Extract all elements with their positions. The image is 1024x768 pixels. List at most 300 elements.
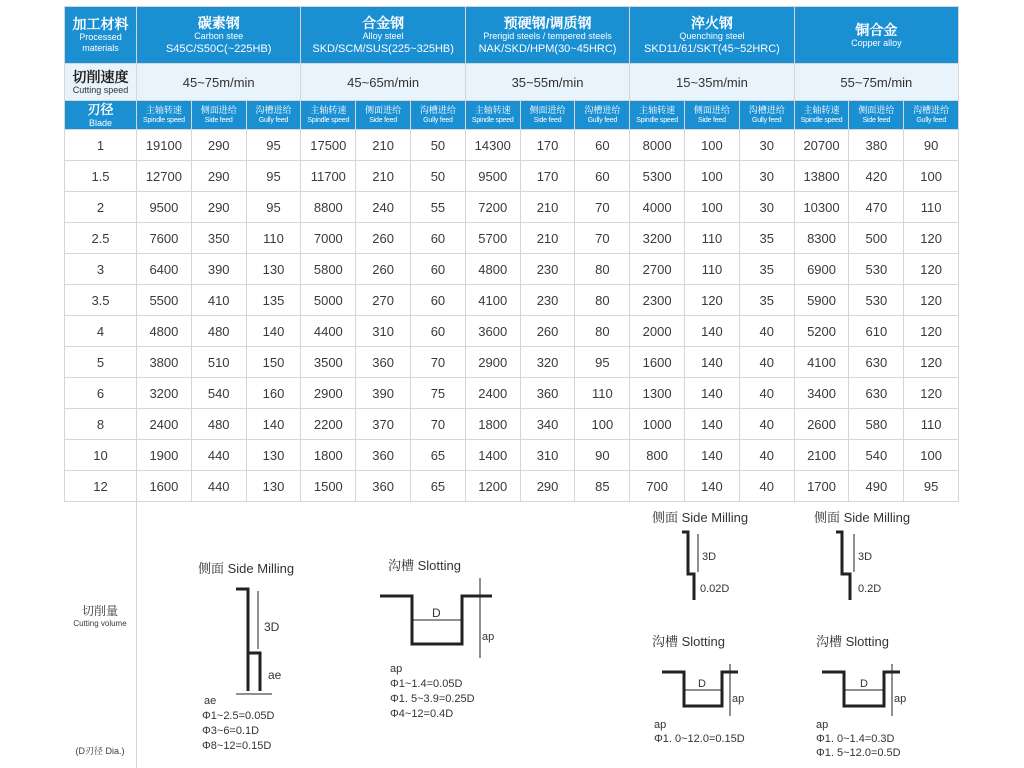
table-cell: 140 <box>685 440 740 471</box>
subheader-cn: 侧面进给 <box>529 105 566 115</box>
material-range: SKD11/61/SKT(45~52HRC) <box>644 42 780 55</box>
subheader-en: Gully feed <box>258 117 289 124</box>
diameter-note: (D刃径 Dia.) <box>75 746 125 756</box>
blade-header <box>65 101 137 130</box>
table-cell: 10300 <box>794 192 849 223</box>
formula-line: Φ1. 0~12.0=0.15D <box>654 733 745 745</box>
parameter-subheader <box>685 101 740 130</box>
parameter-subheader <box>739 101 794 130</box>
table-cell: 120 <box>904 223 959 254</box>
table-row <box>65 192 959 223</box>
table-cell: 530 <box>849 285 904 316</box>
table-row <box>65 409 959 440</box>
subheader-en: Gully feed <box>751 117 782 124</box>
formula-line: Φ4~12=0.4D <box>390 708 454 720</box>
table-cell: 420 <box>849 161 904 192</box>
table-cell: 100 <box>575 409 630 440</box>
table-cell: 290 <box>191 130 246 161</box>
formula-line: Φ1. 0~1.4=0.3D <box>816 733 895 745</box>
table-cell: 260 <box>356 254 411 285</box>
table-cell: 4000 <box>630 192 685 223</box>
table-cell: 120 <box>904 347 959 378</box>
width-label: D <box>432 606 441 620</box>
table-cell: 40 <box>739 440 794 471</box>
table-cell: 110 <box>904 192 959 223</box>
subheader-cn: 主轴转速 <box>310 105 347 115</box>
material-cn: 淬火钢 <box>690 14 733 31</box>
table-cell: 35 <box>739 223 794 254</box>
table-cell: 1800 <box>465 409 520 440</box>
table-cell: 100 <box>904 161 959 192</box>
table-cell: 140 <box>685 471 740 502</box>
table-cell: 540 <box>191 378 246 409</box>
table-cell: 1800 <box>301 440 356 471</box>
table-cell: 140 <box>685 316 740 347</box>
table-cell: 100 <box>685 192 740 223</box>
cutting-speed-en: Cutting speed <box>72 84 129 95</box>
side-value-label: 0.2D <box>858 583 882 595</box>
table-cell: 60 <box>411 254 466 285</box>
cutting-speed-value: 45~65m/min <box>301 64 465 101</box>
parameter-subheader <box>904 101 959 130</box>
side-milling-diagram <box>188 551 338 756</box>
table-cell: 6900 <box>794 254 849 285</box>
blade-diameter-cell: 2.5 <box>65 223 137 254</box>
ae-mark-label: ae <box>268 668 282 682</box>
width-label: D <box>698 678 706 690</box>
table-cell: 50 <box>411 130 466 161</box>
table-cell: 70 <box>411 347 466 378</box>
table-cell: 340 <box>520 409 575 440</box>
table-cell: 30 <box>739 161 794 192</box>
table-cell: 290 <box>191 192 246 223</box>
parameter-subheader <box>137 101 192 130</box>
table-cell: 2300 <box>630 285 685 316</box>
table-cell: 3200 <box>630 223 685 254</box>
table-cell: 470 <box>849 192 904 223</box>
diagram-title: 侧面 Side Milling <box>652 510 749 525</box>
table-cell: 360 <box>520 378 575 409</box>
table-cell: 350 <box>191 223 246 254</box>
table-cell: 800 <box>630 440 685 471</box>
cutting-parameter-sheet <box>64 6 958 768</box>
workpiece-profile <box>836 532 850 600</box>
subheader-cn: 侧面进给 <box>693 105 730 115</box>
side-value-label: 0.02D <box>700 583 730 595</box>
table-cell: 3600 <box>465 316 520 347</box>
table-cell: 1700 <box>794 471 849 502</box>
table-cell: 80 <box>575 285 630 316</box>
table-cell: 290 <box>520 471 575 502</box>
material-en: Copper alloy <box>851 37 902 48</box>
table-cell: 510 <box>191 347 246 378</box>
table-cell: 210 <box>356 130 411 161</box>
ap-label: ap <box>654 719 667 731</box>
subheader-cn: 主轴转速 <box>639 105 676 115</box>
table-cell: 20700 <box>794 130 849 161</box>
table-cell: 230 <box>520 254 575 285</box>
table-cell: 170 <box>520 130 575 161</box>
table-cell: 370 <box>356 409 411 440</box>
table-cell: 6400 <box>137 254 192 285</box>
table-cell: 110 <box>685 223 740 254</box>
table-row <box>65 254 959 285</box>
table-cell: 170 <box>520 161 575 192</box>
slotting-diagram <box>378 548 548 723</box>
table-cell: 360 <box>356 471 411 502</box>
blade-diameter-cell: 8 <box>65 409 137 440</box>
parameter-subheader <box>191 101 246 130</box>
subheader-en: Spindle speed <box>800 117 843 124</box>
table-cell: 100 <box>685 161 740 192</box>
table-cell: 610 <box>849 316 904 347</box>
subheader-en: Spindle speed <box>143 117 185 124</box>
table-cell: 320 <box>520 347 575 378</box>
table-cell: 8000 <box>630 130 685 161</box>
subheader-en: Spindle speed <box>636 117 679 124</box>
table-cell: 95 <box>904 471 959 502</box>
table-cell: 4100 <box>794 347 849 378</box>
blade-diameter-cell: 12 <box>65 471 137 502</box>
table-cell: 4800 <box>465 254 520 285</box>
parameter-subheader <box>246 101 301 130</box>
table-cell: 40 <box>739 471 794 502</box>
blade-en: Blade <box>88 117 113 128</box>
table-cell: 700 <box>630 471 685 502</box>
table-cell: 60 <box>575 161 630 192</box>
table-cell: 1600 <box>137 471 192 502</box>
table-row <box>65 378 959 409</box>
material-en: Carbon stee <box>194 30 244 41</box>
material-cn: 合金钢 <box>362 14 405 31</box>
table-cell: 120 <box>904 378 959 409</box>
table-cell: 19100 <box>137 130 192 161</box>
subheader-cn: 主轴转速 <box>474 105 511 115</box>
blade-diameter-cell: 4 <box>65 316 137 347</box>
parameter-subheader <box>630 101 685 130</box>
material-header-quenching <box>630 7 794 64</box>
diagram-title: 沟槽 Slotting <box>388 558 461 573</box>
cutting-speed-cn: 切削速度 <box>72 68 129 85</box>
table-cell: 130 <box>246 440 301 471</box>
table-cell: 500 <box>849 223 904 254</box>
table-cell: 40 <box>739 378 794 409</box>
formula-line: Φ1. 5~3.9=0.25D <box>390 693 475 705</box>
table-cell: 80 <box>575 316 630 347</box>
table-cell: 4100 <box>465 285 520 316</box>
material-cn: 铜合金 <box>855 21 898 38</box>
table-cell: 70 <box>411 409 466 440</box>
table-cell: 310 <box>356 316 411 347</box>
diagram-title: 侧面 Side Milling <box>198 561 295 576</box>
table-row <box>65 130 959 161</box>
blade-diameter-cell: 2 <box>65 192 137 223</box>
subheader-cn: 主轴转速 <box>145 105 182 115</box>
table-cell: 630 <box>849 347 904 378</box>
material-header-alloy <box>301 7 465 64</box>
table-cell: 240 <box>356 192 411 223</box>
material-en: Prerigid steels / tempered steels <box>483 30 612 41</box>
blade-diameter-cell: 3 <box>65 254 137 285</box>
subheader-en: Side feed <box>862 117 891 124</box>
table-cell: 11700 <box>301 161 356 192</box>
table-cell: 5700 <box>465 223 520 254</box>
cutting-speed-value: 45~75m/min <box>137 64 301 101</box>
table-cell: 380 <box>849 130 904 161</box>
ap-label: ap <box>390 663 403 675</box>
table-cell: 110 <box>685 254 740 285</box>
blade-diameter-cell: 10 <box>65 440 137 471</box>
cutting-speed-row <box>65 64 959 101</box>
table-row <box>65 316 959 347</box>
table-cell: 85 <box>575 471 630 502</box>
table-cell: 65 <box>411 440 466 471</box>
table-cell: 1300 <box>630 378 685 409</box>
table-cell: 110 <box>904 409 959 440</box>
table-cell: 5800 <box>301 254 356 285</box>
table-cell: 360 <box>356 440 411 471</box>
table-cell: 135 <box>246 285 301 316</box>
table-cell: 3800 <box>137 347 192 378</box>
processed-materials-header <box>65 7 137 64</box>
table-cell: 260 <box>356 223 411 254</box>
material-range: NAK/SKD/HPM(30~45HRC) <box>478 42 617 55</box>
table-cell: 75 <box>411 378 466 409</box>
processed-materials-en: Processed materials <box>79 32 122 53</box>
table-cell: 140 <box>685 347 740 378</box>
table-cell: 1600 <box>630 347 685 378</box>
table-cell: 7200 <box>465 192 520 223</box>
workpiece-profile <box>682 532 694 600</box>
table-cell: 55 <box>411 192 466 223</box>
table-cell: 130 <box>246 254 301 285</box>
subheader-en: Side feed <box>369 117 397 124</box>
subheader-cn: 主轴转速 <box>803 105 840 115</box>
table-cell: 80 <box>575 254 630 285</box>
parameter-subheader <box>301 101 356 130</box>
ap-label: ap <box>816 719 829 731</box>
subheader-en: Side feed <box>204 117 233 124</box>
table-cell: 50 <box>411 161 466 192</box>
subheader-en: Spindle speed <box>471 117 514 124</box>
table-cell: 100 <box>904 440 959 471</box>
table-cell: 140 <box>246 409 301 440</box>
subheader-cn: 沟槽进给 <box>255 105 292 115</box>
material-header-carbon <box>137 7 301 64</box>
table-cell: 140 <box>685 409 740 440</box>
table-cell: 360 <box>356 347 411 378</box>
table-cell: 120 <box>904 285 959 316</box>
table-cell: 440 <box>191 440 246 471</box>
depth-label: 3D <box>702 551 717 563</box>
table-cell: 35 <box>739 254 794 285</box>
table-cell: 530 <box>849 254 904 285</box>
table-cell: 2200 <box>301 409 356 440</box>
table-cell: 120 <box>904 254 959 285</box>
subheader-en: Gully feed <box>423 117 453 124</box>
table-cell: 120 <box>904 316 959 347</box>
subheader-cn: 侧面进给 <box>858 105 895 115</box>
table-cell: 40 <box>739 409 794 440</box>
table-cell: 7000 <box>301 223 356 254</box>
table-cell: 5900 <box>794 285 849 316</box>
table-cell: 60 <box>411 316 466 347</box>
table-cell: 4400 <box>301 316 356 347</box>
subheader-en: Gully feed <box>587 117 618 124</box>
parameter-subheader <box>356 101 411 130</box>
formula-line: Φ1. 5~12.0=0.5D <box>816 747 901 759</box>
table-cell: 2100 <box>794 440 849 471</box>
material-header-copper <box>794 7 958 64</box>
table-cell: 1400 <box>465 440 520 471</box>
slotting-diagram <box>812 624 962 764</box>
parameter-subheader <box>794 101 849 130</box>
material-header-prerigid <box>465 7 629 64</box>
table-cell: 70 <box>575 192 630 223</box>
subheader-cn: 沟槽进给 <box>584 105 621 115</box>
table-cell: 630 <box>849 378 904 409</box>
table-cell: 210 <box>520 223 575 254</box>
cutting-volume-en: Cutting volume <box>73 619 127 628</box>
subheader-en: Spindle speed <box>307 117 350 124</box>
subheader-cn: 沟槽进给 <box>913 105 950 115</box>
parameter-subheader-row <box>65 101 959 130</box>
table-cell: 30 <box>739 192 794 223</box>
diagram-title: 侧面 Side Milling <box>814 510 911 525</box>
formula-line: Φ3~6=0.1D <box>202 725 260 737</box>
table-cell: 130 <box>246 471 301 502</box>
blade-diameter-cell: 1.5 <box>65 161 137 192</box>
table-cell: 5000 <box>301 285 356 316</box>
cutting-speed-value: 55~75m/min <box>794 64 958 101</box>
table-cell: 8300 <box>794 223 849 254</box>
table-cell: 490 <box>849 471 904 502</box>
table-cell: 1500 <box>301 471 356 502</box>
parameter-table-body <box>65 130 959 502</box>
cutting-parameter-table <box>64 6 959 502</box>
blade-diameter-cell: 1 <box>65 130 137 161</box>
material-cn: 碳素钢 <box>197 14 240 31</box>
blade-diameter-cell: 3.5 <box>65 285 137 316</box>
table-cell: 14300 <box>465 130 520 161</box>
table-cell: 2000 <box>630 316 685 347</box>
formula-line: Φ1~1.4=0.05D <box>390 678 463 690</box>
subheader-en: Side feed <box>533 117 562 124</box>
formula-line: Φ1~2.5=0.05D <box>202 710 275 722</box>
cutting-volume-section <box>64 492 137 768</box>
table-cell: 12700 <box>137 161 192 192</box>
parameter-subheader <box>411 101 466 130</box>
table-cell: 230 <box>520 285 575 316</box>
table-cell: 390 <box>191 254 246 285</box>
table-cell: 9500 <box>137 192 192 223</box>
subheader-en: Gully feed <box>916 117 946 124</box>
table-cell: 440 <box>191 471 246 502</box>
parameter-subheader <box>849 101 904 130</box>
table-cell: 390 <box>356 378 411 409</box>
table-cell: 4800 <box>137 316 192 347</box>
cutting-volume-cn: 切削量 <box>81 604 118 618</box>
table-cell: 7600 <box>137 223 192 254</box>
table-cell: 480 <box>191 316 246 347</box>
table-cell: 160 <box>246 378 301 409</box>
table-cell: 90 <box>904 130 959 161</box>
table-cell: 270 <box>356 285 411 316</box>
table-cell: 5200 <box>794 316 849 347</box>
material-range: SKD/SCM/SUS(225~325HB) <box>312 42 454 55</box>
depth-label: 3D <box>858 551 873 563</box>
material-range: S45C/S50C(~225HB) <box>165 42 272 55</box>
table-cell: 95 <box>246 192 301 223</box>
table-cell: 3500 <box>301 347 356 378</box>
table-cell: 480 <box>191 409 246 440</box>
table-cell: 1900 <box>137 440 192 471</box>
table-cell: 95 <box>246 130 301 161</box>
table-cell: 120 <box>685 285 740 316</box>
ap-mark-label: ap <box>482 631 495 643</box>
cutting-speed-value: 15~35m/min <box>630 64 794 101</box>
table-row <box>65 223 959 254</box>
diagram-title: 沟槽 Slotting <box>652 634 725 649</box>
material-en: Quenching steel <box>679 30 745 41</box>
cutting-speed-header <box>65 64 137 101</box>
table-cell: 2900 <box>301 378 356 409</box>
side-milling-diagram <box>648 502 798 612</box>
ap-mark-label: ap <box>732 693 745 705</box>
table-cell: 95 <box>575 347 630 378</box>
table-cell: 110 <box>246 223 301 254</box>
processed-materials-cn: 加工材料 <box>72 16 129 32</box>
subheader-cn: 侧面进给 <box>365 105 402 115</box>
table-cell: 310 <box>520 440 575 471</box>
table-cell: 410 <box>191 285 246 316</box>
table-cell: 40 <box>739 347 794 378</box>
table-cell: 65 <box>411 471 466 502</box>
table-row <box>65 161 959 192</box>
table-cell: 2400 <box>137 409 192 440</box>
table-row <box>65 347 959 378</box>
table-cell: 290 <box>191 161 246 192</box>
table-cell: 3400 <box>794 378 849 409</box>
blade-diameter-cell: 6 <box>65 378 137 409</box>
material-cn: 预硬钢/调质钢 <box>503 14 592 31</box>
table-cell: 40 <box>739 316 794 347</box>
subheader-cn: 沟槽进给 <box>748 105 785 115</box>
table-cell: 60 <box>411 285 466 316</box>
table-row <box>65 285 959 316</box>
ap-mark-label: ap <box>894 693 907 705</box>
table-cell: 95 <box>246 161 301 192</box>
table-cell: 210 <box>520 192 575 223</box>
width-label: D <box>860 678 868 690</box>
blade-cn: 刃径 <box>87 101 114 117</box>
table-cell: 140 <box>685 378 740 409</box>
ae-label: ae <box>204 695 217 707</box>
material-en: Alloy steel <box>362 30 404 41</box>
table-cell: 2400 <box>465 378 520 409</box>
table-cell: 540 <box>849 440 904 471</box>
table-row <box>65 471 959 502</box>
table-cell: 9500 <box>465 161 520 192</box>
table-cell: 3200 <box>137 378 192 409</box>
parameter-subheader <box>465 101 520 130</box>
depth-label: 3D <box>264 620 280 634</box>
subheader-en: Side feed <box>698 117 726 124</box>
subheader-cn: 侧面进给 <box>200 105 237 115</box>
table-cell: 60 <box>411 223 466 254</box>
table-cell: 5300 <box>630 161 685 192</box>
table-cell: 5500 <box>137 285 192 316</box>
